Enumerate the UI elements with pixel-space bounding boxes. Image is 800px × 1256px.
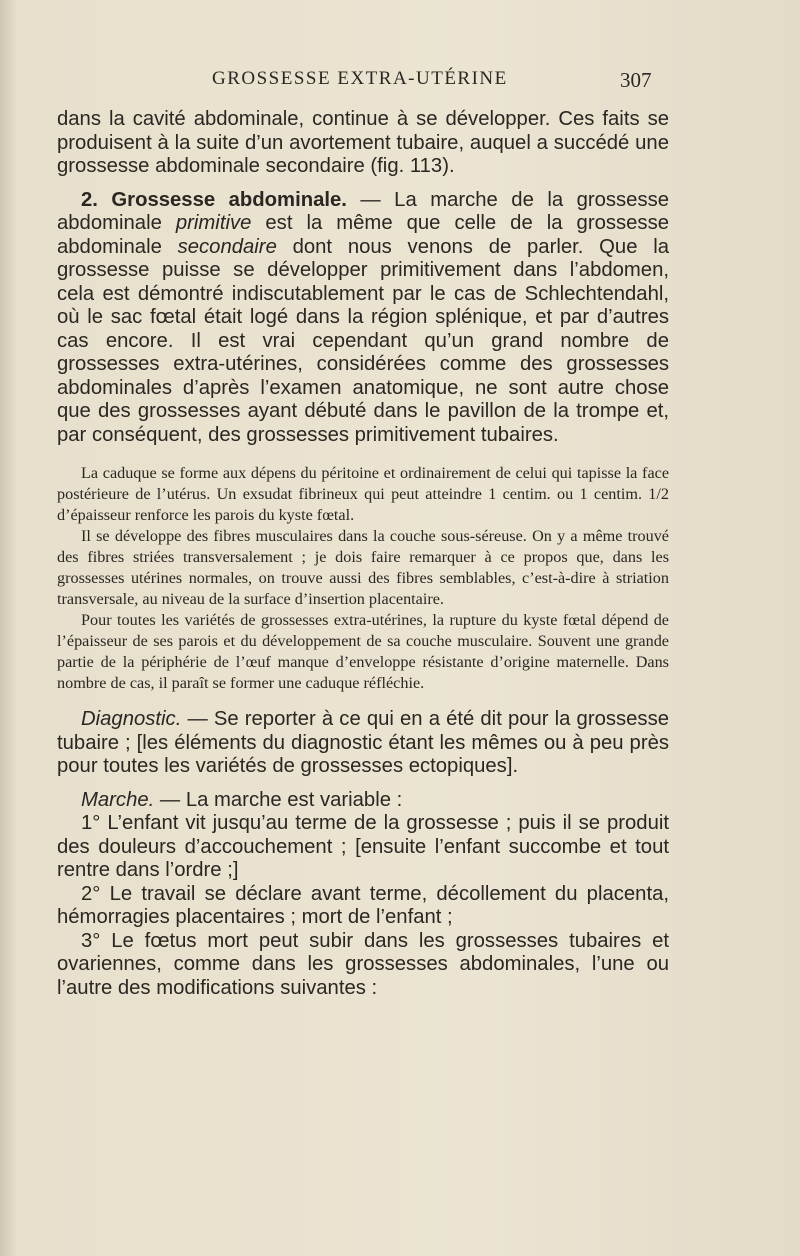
paragraph-continuation: dans la cavité abdominale, continue à se développer. Ces faits se produisent à la suite d’un avortement tubaire, auquel a succédé une grossesse abdominale secondaire (fig. 113). bbox=[57, 108, 669, 177]
marche-text: — La marche est variable : bbox=[154, 788, 403, 811]
page-header bbox=[0, 68, 800, 98]
small-paragraph-rupture: Pour toutes les variétés de grossesses extra-utérines, la rupture du kyste fœtal dépend de l’épaisseur de ses parois et du développement de sa couche musculaire. Souvent une grande partie de la périphérie de l’œuf manque d’enveloppe résistante d’origine maternelle. Dans nombre de cas, il paraît se former une caduque réfléchie. bbox=[57, 611, 669, 692]
term-primitive: primitive bbox=[175, 212, 252, 234]
section-grossesse-abdominale bbox=[57, 189, 669, 448]
diagnostic-text: — Se reporter à ce qui en a été dit pour la grossesse tubaire ; [les éléments du diagnostic étant les mêmes ou à peu près pour toutes les variétés de grossesses ectopiques]. bbox=[57, 708, 669, 777]
marche-item-2: 2° Le travail se déclare avant terme, décollement du placenta, hémorragies placentaires ; mort de l’enfant ; bbox=[57, 882, 669, 928]
section-text-2: est la même que celle de la grossesse abdominale bbox=[57, 212, 669, 258]
small-paragraph-caduque: La caduque se forme aux dépens du péritoine et ordinairement de celui qui tapisse la face postérieure de l’utérus. Un exsudat fibrineux qui peut atteindre 1 centim. ou 1 centim. 1/2 d’épaisseur renforce les parois du kyste fœtal. bbox=[57, 464, 669, 524]
marche-paragraph bbox=[57, 789, 669, 813]
marche-item-3: 3° Le fœtus mort peut subir dans les grossesses tubaires et ovariennes, comme dans les grossesses abdominales, l’une ou l’autre des modifications suivantes : bbox=[57, 929, 669, 999]
section-number: 2. bbox=[81, 188, 98, 211]
marche-item-1: 1° L’enfant vit jusqu’au terme de la grossesse ; puis il se produit des douleurs d’accouchement ; [ensuite l’enfant succombe et tout rentre dans l’ordre ;] bbox=[57, 812, 669, 881]
term-secondaire: secondaire bbox=[177, 235, 277, 258]
diagnostic-label: Diagnostic. bbox=[81, 708, 182, 730]
section-title: Grossesse abdominale. bbox=[111, 188, 347, 211]
small-paragraph-fibres: Il se développe des fibres musculaires dans la couche sous-séreuse. On y a même trouvé des fibres striées transversalement ; je dois faire remarquer à ce propos que, dans les grossesses utérines normales, on trouve aussi des fibres semblables, c’est-à-dire à striation transversale, au niveau de la surface d’insertion placentaire. bbox=[57, 527, 669, 608]
section-text-3: dont nous venons de parler. Que la grossesse puisse se développer primitivement dans l’abdomen, cela est démontré indiscutablement par le cas de Schlechtendahl, où le sac fœtal était logé dans la région splénique, et par d’autres cas encore. Il est vrai cependant qu’un grand nombre de grossesses extra-utérines, considérées comme des grossesses abdominales d’après l’examen anatomique, ne sont autre chose que des grossesses ayant débuté dans le pavillon de la trompe et, par conséquent, des grossesses primitivement tubaires. bbox=[57, 235, 670, 446]
page-number: 307 bbox=[620, 68, 652, 92]
marche-label: Marche. bbox=[81, 788, 155, 811]
diagnostic-paragraph bbox=[57, 708, 669, 779]
running-title: GROSSESSE EXTRA-UTÉRINE bbox=[212, 68, 508, 89]
section-text-1: — La marche de la grossesse abdominale bbox=[57, 188, 670, 234]
small-print-block bbox=[57, 463, 669, 694]
page-body bbox=[57, 108, 669, 1000]
